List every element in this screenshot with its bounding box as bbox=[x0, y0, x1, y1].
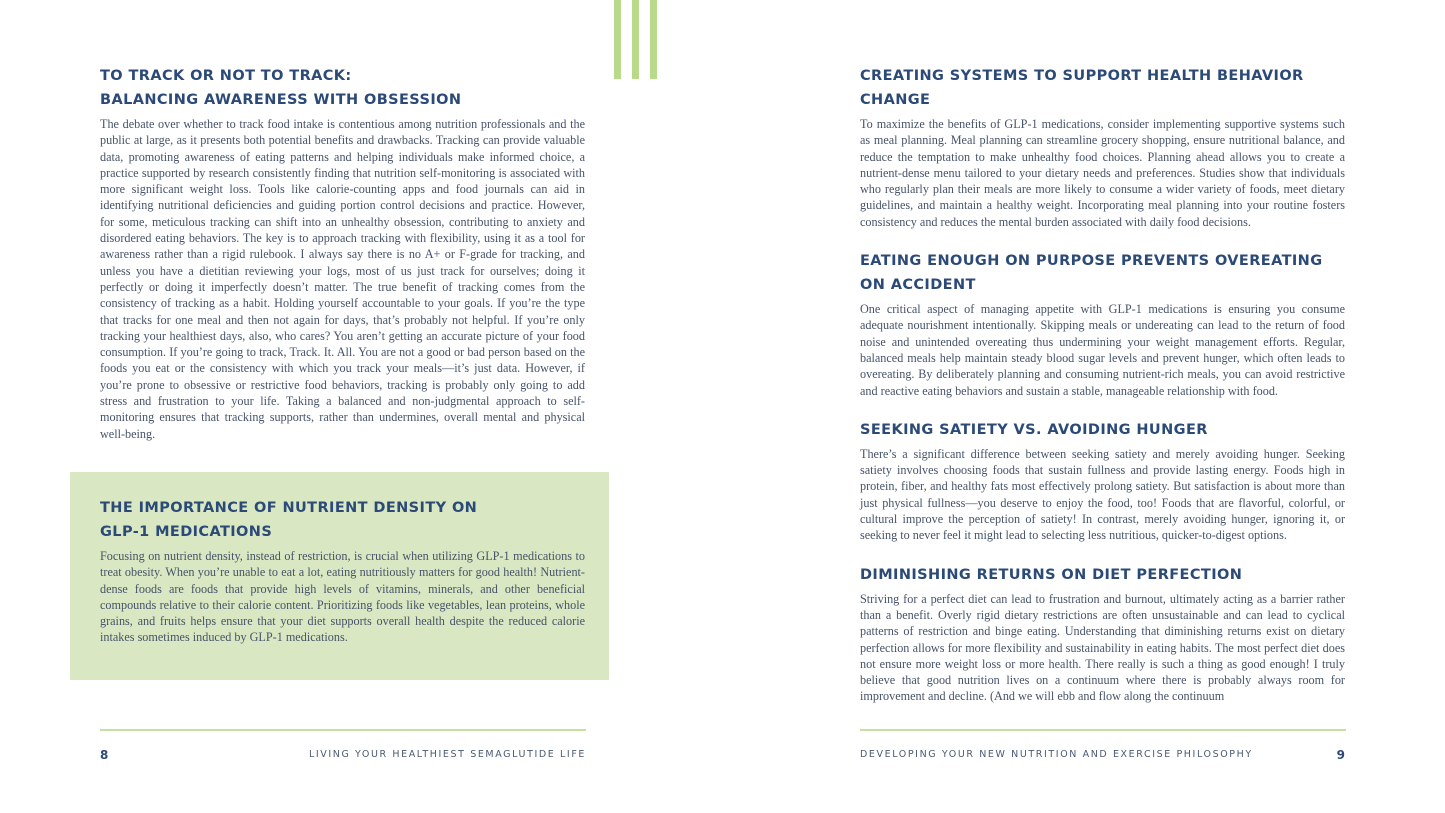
section-heading: CREATING SYSTEMS TO SUPPORT HEALTH BEHAVIOR CHANGE bbox=[860, 68, 1304, 108]
section-diminishing-returns bbox=[860, 563, 1345, 705]
highlight-box bbox=[70, 472, 609, 680]
left-page-section-tracking bbox=[100, 64, 585, 442]
section-heading bbox=[860, 249, 1345, 297]
running-title-right: DEVELOPING YOUR NEW NUTRITION AND EXERCISE PHILOSOPHY bbox=[860, 749, 1253, 760]
heading-line: TO TRACK OR NOT TO TRACK: bbox=[100, 68, 352, 84]
section-body: There’s a significant difference between seeking satiety and merely avoiding hunger. Seeking satiety involves choosing foods that sustain fullness and provide lasting energy. Foods high in protein, fiber, and healthy fats most effectively prolong satiety. But satisfaction is about more than just physical fullness—you deserve to enjoy the food, too! Foods that are flavorful, colorful, or cultural improve the perception of satiety! In contrast, merely avoiding hunger, ignoring it, or seeking to never feel it might lead to selecting less nutritious, quicker-to-digest options. bbox=[860, 446, 1345, 543]
section-heading: SEEKING SATIETY VS. AVOIDING HUNGER bbox=[860, 421, 1208, 438]
section-heading bbox=[100, 64, 585, 112]
heading-line: BALANCING AWARENESS WITH OBSESSION bbox=[100, 92, 462, 108]
heading-line: THE IMPORTANCE OF NUTRIENT DENSITY ON bbox=[100, 500, 478, 516]
footer-rule-left bbox=[100, 729, 586, 731]
decorative-bar-3 bbox=[650, 0, 657, 79]
section-body: To maximize the benefits of GLP-1 medications, consider implementing supportive systems such as meal planning. Meal planning can streamline grocery shopping, ensure nutritional balance, and reduce the temptation to make unhealthy food choices. Planning ahead allows you to create a nutrient-dense menu tailored to your dietary needs and preferences. Studies show that individuals who regularly plan their meals are more likely to consume a wider variety of foods, meet dietary guidelines, and maintain a healthy weight. Incorporating meal planning into your routine fosters consistency and reduces the mental burden associated with daily food decisions. bbox=[860, 117, 1345, 229]
section-eating-enough bbox=[860, 249, 1345, 399]
section-heading bbox=[100, 496, 585, 544]
decorative-bar-2 bbox=[632, 0, 639, 79]
section-body: Striving for a perfect diet can lead to frustration and burnout, ultimately acting as a barrier rather than a benefit. Overly rigid dietary restrictions are often unsustainable and can lead to cyclical patterns of restriction and binge eating. Understanding that diminishing returns exist on dietary perfection allows for more flexibility and sustainability in eating habits. The most perfect diet does not ensure more weight loss or more health. There really is such a thing as good enough! I truly believe that good nutrition lives on a continuum where there is probably always room for improvement and decline. (And we will ebb and flow along the continuum bbox=[860, 591, 1345, 704]
heading-line: EATING ENOUGH ON PURPOSE PREVENTS OVEREATING bbox=[860, 253, 1323, 270]
heading-line: GLP-1 MEDICATIONS bbox=[100, 524, 273, 540]
heading-line: ON ACCIDENT bbox=[860, 277, 976, 294]
right-page-column bbox=[860, 64, 1345, 724]
section-seeking-satiety bbox=[860, 418, 1345, 544]
page-number-right: 9 bbox=[1336, 748, 1345, 762]
section-body: Focusing on nutrient density, instead of restriction, is crucial when utilizing GLP-1 medications to treat obesity. When you’re unable to eat a lot, eating nutritiously matters for good health! Nutrient-dense foods are foods that provide high levels of vitamins, minerals, and other beneficial compounds relative to their calorie content. Prioritizing foods like vegetables, lean proteins, whole grains, and fruits helps ensure that your diet supports overall health despite the reduced calorie intakes sometimes induced by GLP-1 medications. bbox=[100, 549, 585, 645]
running-title-left: LIVING YOUR HEALTHIEST SEMAGLUTIDE LIFE bbox=[308, 749, 586, 760]
section-body: The debate over whether to track food intake is contentious among nutrition professionals and the public at large, as it presents both potential benefits and drawbacks. Tracking can provide valuable data, promoting awareness of eating patterns and helping individuals make informed choice, a practice supported by research consistently finding that nutrition self-monitoring is associated with more significant weight loss. Tools like calorie-counting apps and food journals can aid in identifying nutritional deficiencies and guiding portion control decisions and practice. However, for some, meticulous tracking can shift into an unhealthy obsession, contributing to anxiety and disordered eating behaviors. The key is to approach tracking with flexibility, using it as a tool for awareness rather than a rigid rulebook. I always say there is no A+ or F-grade for tracking, and unless you have a dietitian reviewing your logs, most of us just track for ourselves; doing it perfectly or doing it imperfectly doesn’t matter. The true benefit of tracking comes from the consistency of tracking as a habit. Holding yourself accountable to your goals. If you’re the type that tracks for one meal and then not again for days, that’s probably not helpful. If you’re only tracking your healthiest days, also, who cares? You aren’t getting an accurate picture of your food consumption. If you’re going to track, Track. It. All. You are not a good or bad person based on the foods you eat or the consistency with which you track your meals—it’s just data. However, if you’re prone to obsessive or restrictive food behaviors, tracking is probably only going to add stress and frustration to your life. Taking a balanced and non-judgmental approach to self-monitoring ensures that tracking supports, rather than undermines, overall mental and physical well-being. bbox=[100, 117, 585, 441]
section-heading: DIMINISHING RETURNS ON DIET PERFECTION bbox=[860, 566, 1243, 583]
decorative-bar-1 bbox=[614, 0, 621, 79]
footer-rule-right bbox=[860, 729, 1346, 731]
section-creating-systems bbox=[860, 64, 1345, 230]
section-body: One critical aspect of managing appetite with GLP-1 medications is ensuring you consume adequate nourishment intentionally. Skipping meals or undereating can lead to the return of food noise and unintended overeating thus undermining your weight management efforts. Regular, balanced meals help maintain steady blood sugar levels and prevent hunger, which often leads to overeating. By deliberately planning and consuming nutrient-rich meals, you can avoid restrictive and reactive eating behaviors and sustain a stable, manageable relationship with food. bbox=[860, 302, 1345, 398]
page-number-left: 8 bbox=[100, 748, 109, 762]
